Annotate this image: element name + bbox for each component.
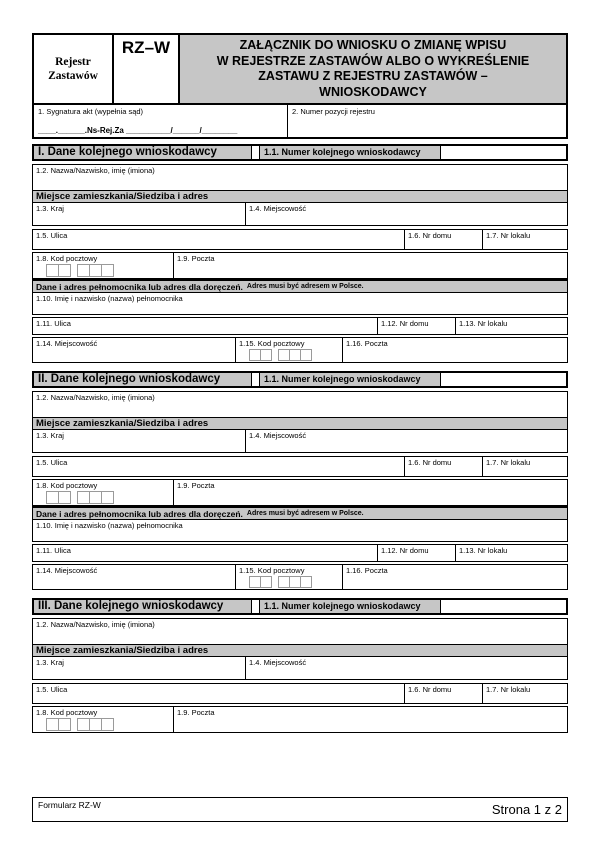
- field-nazwa-nazwisko[interactable]: [33, 619, 567, 644]
- miejscowosc-label: 1.4. Miejscowość: [249, 431, 307, 440]
- kraj-label: 1.3. Kraj: [36, 658, 64, 667]
- field-ulica[interactable]: [33, 230, 404, 249]
- header-fields-row: [34, 103, 566, 137]
- field-pelnomocnik-kod-pocztowy[interactable]: [235, 338, 342, 362]
- pelnomocnik-note: Adres musi być adresem w Polsce.: [246, 283, 364, 290]
- field-pelnomocnik-kod-pocztowy[interactable]: [235, 565, 342, 589]
- row-nazwa: [32, 391, 568, 418]
- pelnomocnik-nr-domu-label: 1.12. Nr domu: [381, 319, 429, 328]
- row-pelnomocnik-nazwa: [32, 293, 568, 315]
- section-wnioskodawca-3: [32, 598, 568, 733]
- section-2-header: [32, 371, 568, 388]
- field-nazwa-nazwisko[interactable]: [33, 165, 567, 190]
- form-title-line: ZAŁĄCZNIK DO WNIOSKU O ZMIANĘ WPISU: [239, 38, 507, 52]
- pelnomocnik-nr-lokalu-label: 1.13. Nr lokalu: [459, 319, 508, 328]
- sygnatura-template-line: ____.______.Ns-Rej.Za __________/______/________: [38, 126, 238, 135]
- subsection-pelnomocnik-header: [32, 506, 568, 520]
- ulica-label: 1.5. Ulica: [36, 458, 68, 467]
- subsection-miejsce-header: Miejsce zamieszkania/Siedziba i adres: [32, 191, 568, 203]
- field-pelnomocnik-nazwa[interactable]: [33, 520, 567, 541]
- subsection-miejsce-header: Miejsce zamieszkania/Siedziba i adres: [32, 418, 568, 430]
- nr-domu-label: 1.6. Nr domu: [408, 458, 452, 467]
- field-kod-pocztowy[interactable]: [33, 253, 173, 278]
- ulica-label: 1.5. Ulica: [36, 231, 68, 240]
- section-wnioskodawca-1: [32, 144, 568, 363]
- row-pelnomocnik-ulica: [32, 317, 568, 335]
- subsection-miejsce-header: Miejsce zamieszkania/Siedziba i adres: [32, 645, 568, 657]
- field-nr-lokalu[interactable]: [482, 684, 567, 703]
- field-pelnomocnik-poczta[interactable]: [342, 565, 567, 589]
- field-pelnomocnik-nr-lokalu[interactable]: [455, 318, 567, 334]
- kraj-label: 1.3. Kraj: [36, 204, 64, 213]
- form-header: [32, 33, 568, 139]
- footer-page-number: Strona 1 z 2: [491, 802, 562, 817]
- field-kraj[interactable]: [33, 203, 245, 225]
- field-poczta[interactable]: [173, 480, 567, 505]
- field-ulica[interactable]: [33, 684, 404, 703]
- field-kod-pocztowy[interactable]: [33, 707, 173, 732]
- field-nr-lokalu[interactable]: [482, 230, 567, 249]
- field-numer-pozycji-rejestru[interactable]: [288, 105, 566, 137]
- field-pelnomocnik-ulica[interactable]: [33, 545, 377, 561]
- spacer: [271, 576, 278, 588]
- pelnomocnik-title: Dane i adres pełnomocnika lub adres dla doręczeń.: [36, 508, 243, 519]
- page-footer: [32, 797, 568, 822]
- numer-kolejnego-label: 1.1. Numer kolejnego wnioskodawcy: [259, 600, 441, 613]
- postal-code-box[interactable]: [101, 264, 114, 277]
- spacer: [70, 264, 77, 277]
- field-ulica[interactable]: [33, 457, 404, 476]
- numer-kolejnego-label: 1.1. Numer kolejnego wnioskodawcy: [259, 373, 441, 386]
- section-2-title: II. Dane kolejnego wnioskodawcy: [34, 373, 252, 386]
- field-kod-pocztowy[interactable]: [33, 480, 173, 505]
- field-nr-domu[interactable]: [404, 684, 482, 703]
- nr-lokalu-label: 1.7. Nr lokalu: [486, 458, 531, 467]
- field-pelnomocnik-nr-lokalu[interactable]: [455, 545, 567, 561]
- field-numer-kolejnego-wnioskodawcy[interactable]: [441, 600, 566, 613]
- section-wnioskodawca-2: [32, 371, 568, 590]
- field-nr-lokalu[interactable]: [482, 457, 567, 476]
- field-pelnomocnik-miejscowosc[interactable]: [33, 565, 235, 589]
- row-ulica: [32, 456, 568, 477]
- field-pelnomocnik-poczta[interactable]: [342, 338, 567, 362]
- section-3-header: [32, 598, 568, 615]
- field-miejscowosc[interactable]: [245, 657, 567, 679]
- spacer: [70, 718, 77, 731]
- spacer: [252, 600, 259, 613]
- row-pelnomocnik-miejscowosc: [32, 337, 568, 363]
- nazwa-label: 1.2. Nazwa/Nazwisko, imię (imiona): [36, 620, 155, 629]
- field-pelnomocnik-nr-domu[interactable]: [377, 545, 455, 561]
- miejscowosc-label: 1.4. Miejscowość: [249, 658, 307, 667]
- kod-pocztowy-label: 1.8. Kod pocztowy: [36, 708, 98, 717]
- form-page: [32, 33, 568, 822]
- postal-code-box[interactable]: [300, 576, 312, 588]
- row-ulica: [32, 683, 568, 704]
- pelnomocnik-ulica-label: 1.11. Ulica: [36, 546, 71, 555]
- postal-code-boxes: [46, 718, 170, 731]
- pelnomocnik-nazwa-label: 1.10. Imię i nazwisko (nazwa) pełnomocnika: [36, 521, 183, 530]
- registry-line1: Rejestr: [55, 56, 91, 68]
- form-title: [180, 35, 566, 103]
- row-kod-poczta: [32, 706, 568, 733]
- pelnomocnik-note: Adres musi być adresem w Polsce.: [246, 510, 364, 517]
- postal-code-box[interactable]: [300, 349, 312, 361]
- field-pelnomocnik-nazwa[interactable]: [33, 293, 567, 314]
- field-pelnomocnik-miejscowosc[interactable]: [33, 338, 235, 362]
- footer-form-name: Formularz RZ-W: [38, 800, 101, 810]
- poczta-label: 1.9. Poczta: [177, 481, 215, 490]
- pelnomocnik-nazwa-label: 1.10. Imię i nazwisko (nazwa) pełnomocnika: [36, 294, 183, 303]
- kod-pocztowy-label: 1.8. Kod pocztowy: [36, 481, 98, 490]
- form-code: RZ–W: [114, 35, 180, 103]
- row-nazwa: [32, 618, 568, 645]
- header-title-row: [34, 35, 566, 103]
- field-pelnomocnik-nr-domu[interactable]: [377, 318, 455, 334]
- postal-code-box[interactable]: [101, 718, 114, 731]
- pelnomocnik-kod-label: 1.15. Kod pocztowy: [239, 566, 305, 575]
- pelnomocnik-poczta-label: 1.16. Poczta: [346, 339, 388, 348]
- nr-lokalu-label: 1.7. Nr lokalu: [486, 231, 531, 240]
- kod-pocztowy-label: 1.8. Kod pocztowy: [36, 254, 98, 263]
- postal-code-boxes: [46, 264, 170, 277]
- field-numer-kolejnego-wnioskodawcy[interactable]: [441, 373, 566, 386]
- row-kraj-miejscowosc: [32, 203, 568, 226]
- field-sygnatura-akt[interactable]: [34, 105, 288, 137]
- pelnomocnik-miejscowosc-label: 1.14. Miejscowość: [36, 339, 98, 348]
- row-pelnomocnik-miejscowosc: [32, 564, 568, 590]
- kraj-label: 1.3. Kraj: [36, 431, 64, 440]
- section-3-title: III. Dane kolejnego wnioskodawcy: [34, 600, 252, 613]
- field-kraj[interactable]: [33, 430, 245, 452]
- poczta-label: 1.9. Poczta: [177, 254, 215, 263]
- field-miejscowosc[interactable]: [245, 203, 567, 225]
- field-numer-kolejnego-wnioskodawcy[interactable]: [441, 146, 566, 159]
- pelnomocnik-poczta-label: 1.16. Poczta: [346, 566, 388, 575]
- field-nr-domu[interactable]: [404, 230, 482, 249]
- row-kraj-miejscowosc: [32, 430, 568, 453]
- miejscowosc-label: 1.4. Miejscowość: [249, 204, 307, 213]
- spacer: [70, 491, 77, 504]
- field-pelnomocnik-ulica[interactable]: [33, 318, 377, 334]
- field-poczta[interactable]: [173, 707, 567, 732]
- row-ulica: [32, 229, 568, 250]
- spacer: [252, 146, 259, 159]
- row-kraj-miejscowosc: [32, 657, 568, 680]
- field-nr-domu[interactable]: [404, 457, 482, 476]
- nr-domu-label: 1.6. Nr domu: [408, 685, 452, 694]
- form-title-line: W REJESTRZE ZASTAWÓW ALBO O WYKREŚLENIE: [216, 53, 530, 68]
- field-poczta[interactable]: [173, 253, 567, 278]
- spacer: [271, 349, 278, 361]
- pelnomocnik-ulica-label: 1.11. Ulica: [36, 319, 71, 328]
- postal-code-box[interactable]: [101, 491, 114, 504]
- pelnomocnik-nr-lokalu-label: 1.13. Nr lokalu: [459, 546, 508, 555]
- pelnomocnik-title: Dane i adres pełnomocnika lub adres dla doręczeń.: [36, 281, 243, 292]
- pelnomocnik-miejscowosc-label: 1.14. Miejscowość: [36, 566, 98, 575]
- form-title-line: ZASTAWU Z REJESTRU ZASTAWÓW –: [258, 69, 488, 83]
- row-pelnomocnik-ulica: [32, 544, 568, 562]
- nr-lokalu-label: 1.7. Nr lokalu: [486, 685, 531, 694]
- section-1-header: [32, 144, 568, 161]
- postal-code-boxes: [46, 491, 170, 504]
- pelnomocnik-kod-label: 1.15. Kod pocztowy: [239, 339, 305, 348]
- numer-pozycji-label: 2. Numer pozycji rejestru: [292, 107, 375, 116]
- field-nazwa-nazwisko[interactable]: [33, 392, 567, 417]
- numer-kolejnego-label: 1.1. Numer kolejnego wnioskodawcy: [259, 146, 441, 159]
- spacer: [252, 373, 259, 386]
- section-1-title: I. Dane kolejnego wnioskodawcy: [34, 146, 252, 159]
- sygnatura-label: 1. Sygnatura akt (wypełnia sąd): [38, 107, 144, 116]
- postal-code-boxes: [249, 349, 339, 361]
- field-kraj[interactable]: [33, 657, 245, 679]
- ulica-label: 1.5. Ulica: [36, 685, 68, 694]
- field-miejscowosc[interactable]: [245, 430, 567, 452]
- postal-code-boxes: [249, 576, 339, 588]
- registry-line2: Zastawów: [48, 70, 98, 82]
- subsection-pelnomocnik-header: [32, 279, 568, 293]
- row-pelnomocnik-nazwa: [32, 520, 568, 542]
- registry-label: [34, 35, 114, 103]
- nr-domu-label: 1.6. Nr domu: [408, 231, 452, 240]
- row-nazwa: [32, 164, 568, 191]
- nazwa-label: 1.2. Nazwa/Nazwisko, imię (imiona): [36, 393, 155, 402]
- form-title-line: WNIOSKODAWCY: [319, 84, 427, 99]
- row-kod-poczta: [32, 479, 568, 506]
- row-kod-poczta: [32, 252, 568, 279]
- poczta-label: 1.9. Poczta: [177, 708, 215, 717]
- pelnomocnik-nr-domu-label: 1.12. Nr domu: [381, 546, 429, 555]
- nazwa-label: 1.2. Nazwa/Nazwisko, imię (imiona): [36, 166, 155, 175]
